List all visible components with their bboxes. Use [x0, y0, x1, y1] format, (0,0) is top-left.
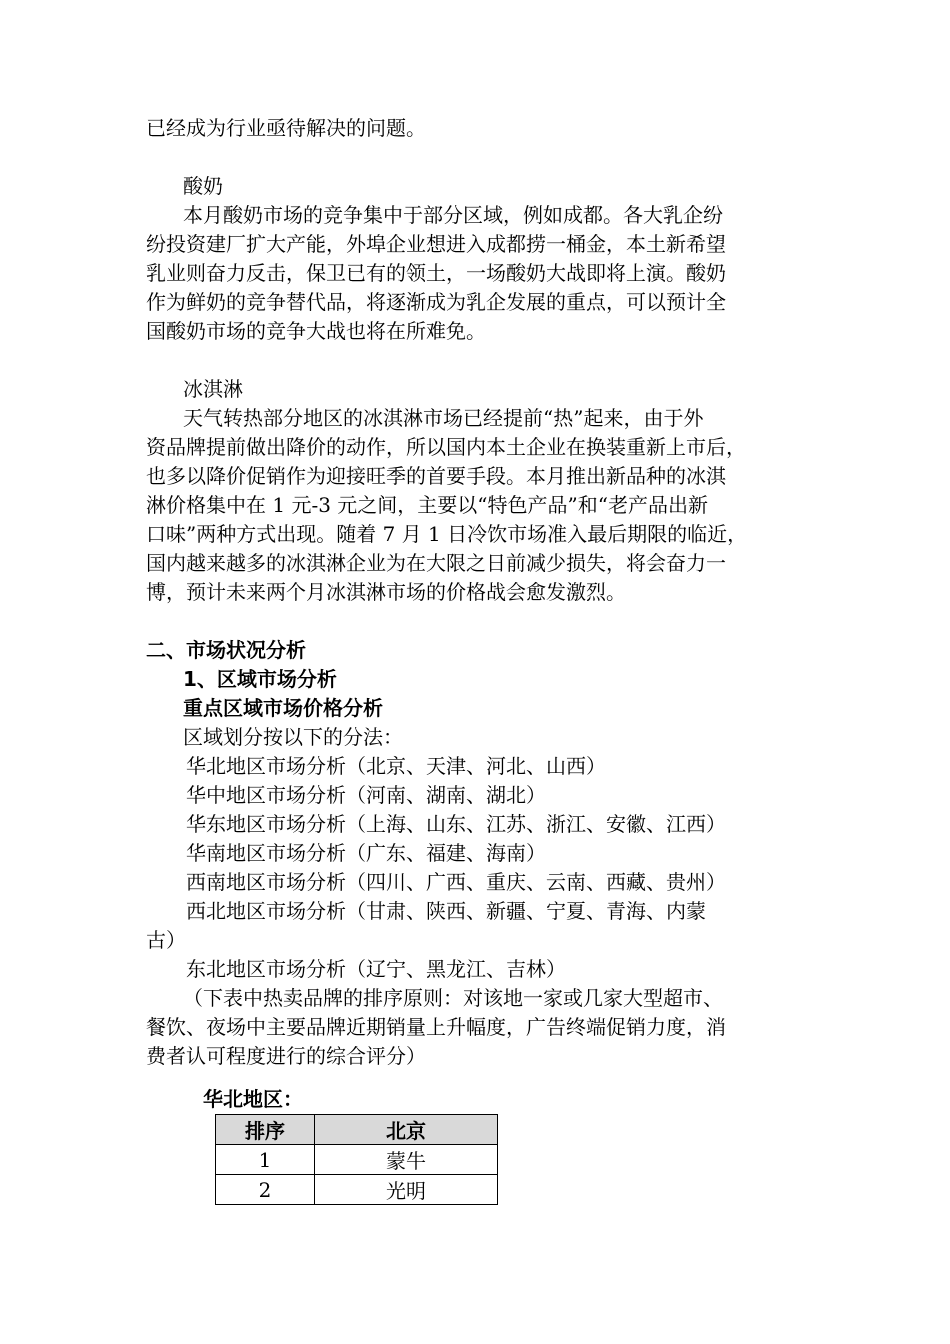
column-header-beijing: 北京: [315, 1115, 498, 1145]
ranking-note-line: 费者认可程度进行的综合评分）: [146, 1044, 426, 1068]
icecream-paragraph-line: 资品牌提前做出降价的动作，所以国内本土企业在换装重新上市后，: [146, 435, 746, 459]
table-row: [216, 1175, 498, 1205]
intro-tail-paragraph: 已经成为行业亟待解决的问题。: [146, 116, 426, 140]
ranking-note-line: （下表中热卖品牌的排序原则：对该地一家或几家大型超市、: [183, 986, 723, 1010]
section-2-title: 二、市场状况分析: [146, 638, 306, 662]
division-intro: 区域划分按以下的分法：: [183, 725, 403, 749]
region-item: 华中地区市场分析（河南、湖南、湖北）: [186, 783, 546, 807]
yogurt-paragraph-line: 国酸奶市场的竞争大战也将在所难免。: [146, 319, 486, 343]
subsection-regional-analysis: 1、区域市场分析: [183, 667, 337, 691]
column-header-rank: 排序: [216, 1115, 315, 1145]
spacer: [146, 607, 812, 636]
ranking-table: [215, 1114, 498, 1205]
rank-cell: 2: [216, 1175, 315, 1205]
region-item: 华北地区市场分析（北京、天津、河北、山西）: [186, 754, 606, 778]
icecream-paragraph-line: 博，预计未来两个月冰淇淋市场的价格战会愈发激烈。: [146, 580, 626, 604]
document-page: [146, 114, 812, 1205]
icecream-paragraph-line: 口味”两种方式出现。随着 7 月 1 日冷饮市场准入最后期限的临近，: [146, 522, 748, 546]
icecream-paragraph-line: 国内越来越多的冰淇淋企业为在大限之日前减少损失，将会奋力一: [146, 551, 726, 575]
yogurt-paragraph-line: 纷投资建厂扩大产能，外埠企业想进入成都捞一桶金，本土新希望: [146, 232, 726, 256]
brand-cell: 光明: [315, 1175, 498, 1205]
ranking-note-line: 餐饮、夜场中主要品牌近期销量上升幅度，广告终端促销力度，消: [146, 1015, 726, 1039]
table-title-north-china: 华北地区：: [203, 1087, 303, 1111]
region-item-wrap: 古）: [146, 928, 186, 952]
yogurt-paragraph-line: 本月酸奶市场的竞争集中于部分区域，例如成都。各大乳企纷: [183, 203, 723, 227]
subsection-price-analysis: 重点区域市场价格分析: [183, 696, 383, 720]
spacer: [146, 143, 812, 172]
yogurt-paragraph-line: 乳业则奋力反击，保卫已有的领土，一场酸奶大战即将上演。酸奶: [146, 261, 726, 285]
region-item: 华东地区市场分析（上海、山东、江苏、浙江、安徽、江西）: [186, 812, 726, 836]
rank-cell: 1: [216, 1145, 315, 1175]
spacer: [146, 346, 812, 375]
region-item: 西南地区市场分析（四川、广西、重庆、云南、西藏、贵州）: [186, 870, 726, 894]
yogurt-heading: 酸奶: [183, 174, 223, 198]
brand-cell: 蒙牛: [315, 1145, 498, 1175]
table-row: [216, 1145, 498, 1175]
table-header-row: [216, 1115, 498, 1145]
region-item: 华南地区市场分析（广东、福建、海南）: [186, 841, 546, 865]
region-item: 西北地区市场分析（甘肃、陕西、新疆、宁夏、青海、内蒙: [186, 899, 706, 923]
icecream-heading: 冰淇淋: [183, 377, 243, 401]
region-item: 东北地区市场分析（辽宁、黑龙江、吉林）: [186, 957, 566, 981]
icecream-paragraph-line: 淋价格集中在 1 元-3 元之间，主要以“特色产品”和“老产品出新: [146, 493, 708, 517]
icecream-paragraph-line: 也多以降价促销作为迎接旺季的首要手段。本月推出新品种的冰淇: [146, 464, 726, 488]
yogurt-paragraph-line: 作为鲜奶的竞争替代品，将逐渐成为乳企发展的重点，可以预计全: [146, 290, 726, 314]
icecream-paragraph-line: 天气转热部分地区的冰淇淋市场已经提前“热”起来，由于外: [183, 406, 704, 430]
